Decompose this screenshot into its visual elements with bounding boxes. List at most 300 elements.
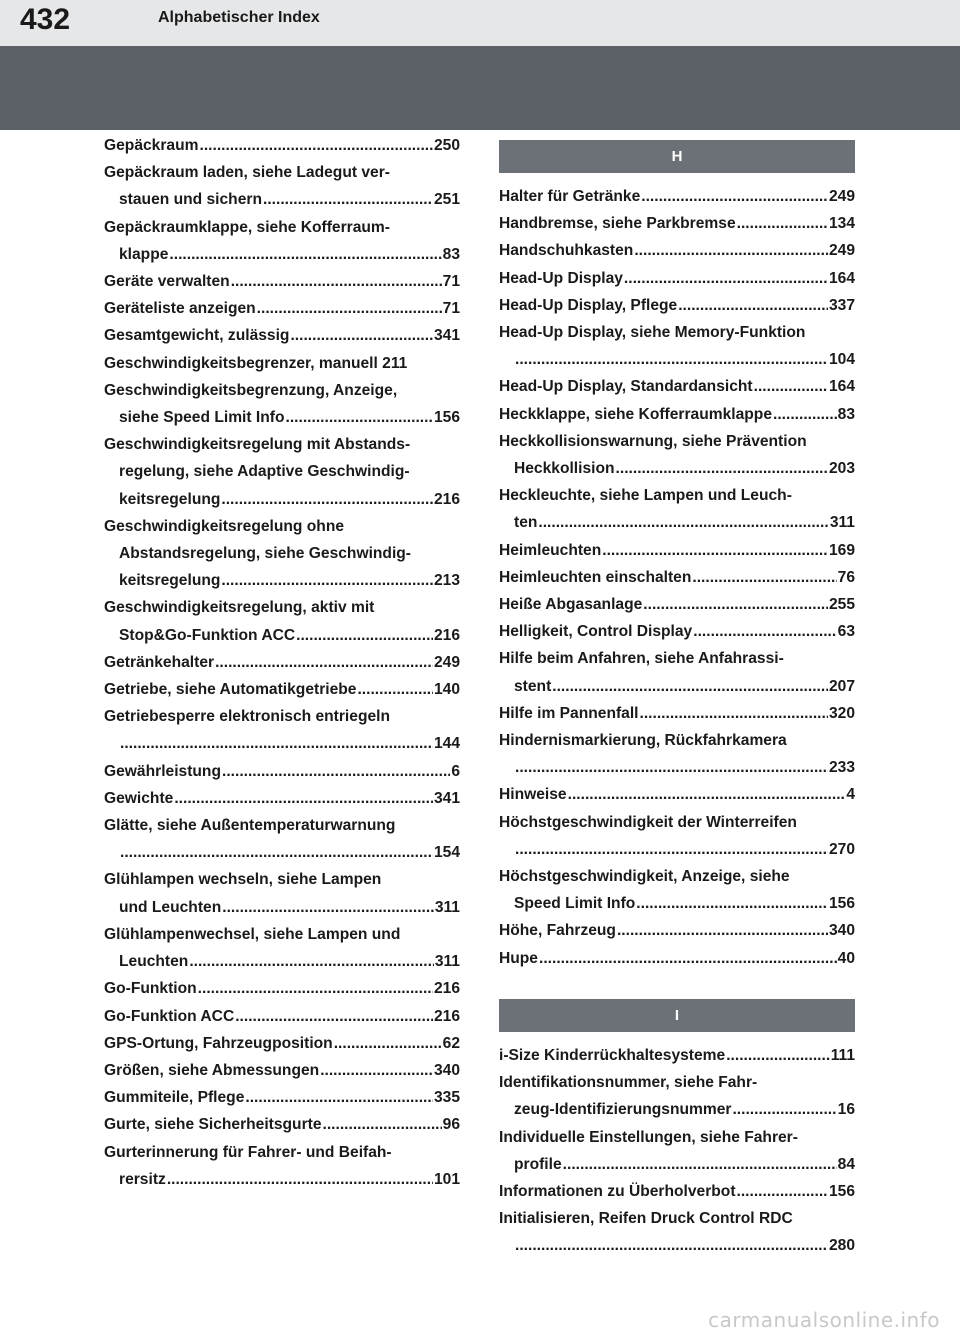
dot-leader — [290, 322, 433, 349]
index-entry — [499, 210, 855, 237]
entry-text: Glühlampenwechsel, siehe Lampen und — [104, 925, 401, 943]
index-entry — [104, 785, 460, 812]
entry-text: Getriebesperre elektronisch entriegeln — [104, 708, 390, 726]
entry-text: Heimleuchten einschalten — [499, 568, 692, 586]
entry-line — [104, 513, 460, 540]
entry-text: Heckklappe, siehe Kofferraumklappe — [499, 405, 772, 423]
index-entry — [499, 809, 855, 863]
dot-leader — [552, 673, 828, 700]
index-entry — [499, 700, 855, 727]
dot-leader — [221, 486, 433, 513]
page-ref: 251 — [433, 191, 460, 209]
dot-leader — [120, 730, 433, 757]
entry-text: Gepäckraum laden, siehe Ladegut ver- — [104, 164, 390, 182]
index-entry — [104, 214, 460, 268]
dot-leader — [754, 373, 828, 400]
entry-text: stent — [514, 677, 552, 695]
entry-line — [499, 727, 855, 754]
dot-leader — [515, 836, 828, 863]
page-ref: 249 — [433, 653, 460, 671]
entry-text: Geräteliste anzeigen — [104, 300, 256, 318]
dot-leader — [773, 401, 837, 428]
entry-text: Glühlampen wechseln, siehe Lampen — [104, 871, 382, 889]
dot-leader — [221, 567, 433, 594]
index-entry — [499, 564, 855, 591]
index-entry — [104, 431, 460, 513]
entry-line — [499, 1042, 855, 1069]
dot-leader — [515, 1232, 828, 1259]
entry-line — [499, 455, 855, 482]
entry-line — [499, 917, 855, 944]
entry-line — [499, 809, 855, 836]
dot-leader — [640, 700, 828, 727]
left-index-column — [104, 132, 460, 1193]
page-ref: 154 — [433, 844, 460, 862]
entry-line — [499, 591, 855, 618]
dot-leader — [245, 1084, 433, 1111]
entry-line — [104, 1030, 460, 1057]
index-entry — [104, 268, 460, 295]
page-ref: 83 — [837, 405, 855, 423]
entry-text: Hupe — [499, 949, 538, 967]
index-entry — [499, 537, 855, 564]
dot-leader — [732, 1096, 836, 1123]
entry-text: Gesamtgewicht, zulässig — [104, 327, 290, 345]
entry-line — [104, 866, 460, 893]
page-ref: 156 — [433, 409, 460, 427]
page-ref: 83 — [442, 245, 460, 263]
dot-leader — [636, 890, 828, 917]
index-entry — [104, 1111, 460, 1138]
page-ref: 216 — [433, 980, 460, 998]
entry-text: Höchstgeschwindigkeit der Winterreifen — [499, 813, 797, 831]
entry-text: Speed Limit Info — [514, 895, 636, 913]
entry-text: Heimleuchten — [499, 541, 602, 559]
page-ref: 16 — [837, 1101, 855, 1119]
entry-text: Geschwindigkeitsregelung, aktiv mit — [104, 599, 375, 617]
entry-line — [104, 1111, 460, 1138]
entry-text: Go-Funktion ACC — [104, 1007, 235, 1025]
entry-line — [499, 781, 855, 808]
entry-line — [104, 159, 460, 186]
page-ref: 96 — [442, 1116, 460, 1134]
index-entry — [104, 350, 460, 377]
page-ref: 311 — [434, 953, 460, 971]
entry-line — [104, 567, 460, 594]
index-entry — [104, 1139, 460, 1193]
index-entry — [499, 373, 855, 400]
index-entry — [499, 1205, 855, 1259]
page-number: 432 — [20, 3, 71, 36]
index-entry — [104, 594, 460, 648]
entry-text: Head-Up Display, Pflege — [499, 296, 678, 314]
entry-text: Gurte, siehe Sicherheitsgurte — [104, 1116, 322, 1134]
page-ref: 71 — [442, 300, 460, 318]
entry-text: Heckkollisionswarnung, siehe Prävention — [499, 432, 807, 450]
entry-text: keitsregelung — [119, 490, 221, 508]
entry-line — [104, 785, 460, 812]
page-ref: 164 — [828, 269, 855, 287]
entry-text: keitsregelung — [119, 572, 221, 590]
entry-text: Gurterinnerung für Fahrer- und Beifah- — [104, 1143, 392, 1161]
entry-text: Stop&Go-Funktion ACC — [119, 626, 296, 644]
entry-line — [104, 186, 460, 213]
index-entry — [499, 401, 855, 428]
dot-leader — [515, 754, 828, 781]
entry-text: Getriebe, siehe Automatikgetriebe — [104, 681, 357, 699]
entry-text: profile — [514, 1155, 562, 1173]
entry-text: Heckkollision — [514, 460, 615, 478]
entry-line — [499, 265, 855, 292]
entry-line — [104, 921, 460, 948]
entry-text: i-Size Kinderrückhaltesysteme — [499, 1046, 726, 1064]
entry-line — [104, 676, 460, 703]
entry-text: siehe Speed Limit Info — [119, 409, 285, 427]
page-ref: 249 — [828, 242, 855, 260]
page-ref: 255 — [828, 596, 855, 614]
dot-leader — [231, 268, 442, 295]
entry-text: Hindernismarkierung, Rückfahrkamera — [499, 732, 787, 750]
entry-line — [499, 183, 855, 210]
page-ref: 169 — [828, 541, 855, 559]
index-entry — [499, 1178, 855, 1205]
index-entry — [104, 132, 460, 159]
entry-text: Leuchten — [119, 953, 189, 971]
entry-text: und Leuchten — [119, 898, 222, 916]
entry-text: Head-Up Display — [499, 269, 623, 287]
index-entry — [499, 645, 855, 699]
index-entry — [104, 322, 460, 349]
dot-leader — [334, 1030, 442, 1057]
entry-text: Individuelle Einstellungen, siehe Fahrer- — [499, 1128, 798, 1146]
entry-text: Identifikationsnummer, siehe Fahr- — [499, 1074, 758, 1092]
entry-line — [499, 401, 855, 428]
index-entry — [499, 265, 855, 292]
entry-text: Geschwindigkeitsbegrenzung, Anzeige, — [104, 381, 398, 399]
entry-line — [104, 975, 460, 1002]
page-ref: 320 — [828, 704, 855, 722]
entry-text: Hilfe beim Anfahren, siehe Anfahrassi- — [499, 650, 784, 668]
index-entry — [104, 1057, 460, 1084]
entry-text: klappe — [119, 245, 169, 263]
dot-leader — [235, 1003, 433, 1030]
index-entry — [104, 1003, 460, 1030]
page-ref: 203 — [828, 460, 855, 478]
page-ref: 341 — [433, 789, 460, 807]
page-ref: 40 — [837, 949, 855, 967]
entry-line — [104, 1084, 460, 1111]
page-ref: 216 — [433, 626, 460, 644]
entry-line — [499, 319, 855, 346]
entry-line — [104, 214, 460, 241]
index-entry — [104, 1030, 460, 1057]
dot-leader — [737, 1178, 828, 1205]
entry-line — [104, 404, 460, 431]
entry-text: Geräte verwalten — [104, 273, 230, 291]
index-entry — [104, 703, 460, 757]
page-ref: 216 — [433, 1007, 460, 1025]
dot-leader — [320, 1057, 433, 1084]
entry-line — [499, 1124, 855, 1151]
entry-line — [104, 622, 460, 649]
entry-line — [104, 241, 460, 268]
dot-leader — [215, 649, 433, 676]
page-ref: 76 — [837, 568, 855, 586]
entry-line — [499, 1096, 855, 1123]
entry-text: Handbremse, siehe Parkbremse — [499, 215, 736, 233]
entry-line — [499, 509, 855, 536]
page-ref: 4 — [846, 786, 855, 804]
page-ref: 164 — [828, 378, 855, 396]
entry-text: Größen, siehe Abmessungen — [104, 1061, 320, 1079]
dot-leader — [538, 509, 828, 536]
dot-leader — [199, 132, 432, 159]
entry-line — [104, 268, 460, 295]
entry-text: Head-Up Display, siehe Memory-Funktion — [499, 324, 806, 342]
index-entry — [499, 917, 855, 944]
index-entry — [499, 618, 855, 645]
entry-text: Höhe, Fahrzeug — [499, 922, 616, 940]
page-ref: 233 — [828, 759, 855, 777]
page-ref: 111 — [830, 1046, 855, 1064]
index-entry — [499, 183, 855, 210]
index-entry — [499, 1042, 855, 1069]
entry-line — [499, 836, 855, 863]
header-band — [0, 46, 960, 130]
entry-line — [104, 132, 460, 159]
entry-line — [499, 1069, 855, 1096]
index-entry — [104, 1084, 460, 1111]
entry-text: Hinweise — [499, 786, 567, 804]
entry-text: Helligkeit, Control Display — [499, 623, 693, 641]
entry-text: Hilfe im Pannenfall — [499, 704, 639, 722]
page-ref: 156 — [828, 895, 855, 913]
dot-leader — [726, 1042, 830, 1069]
entry-line — [104, 486, 460, 513]
page-ref: 101 — [433, 1170, 460, 1188]
watermark: carmanualsonline.info — [708, 1308, 940, 1332]
index-entry — [499, 428, 855, 482]
entry-text: Informationen zu Überholverbot — [499, 1182, 736, 1200]
entry-text: Handschuhkasten — [499, 242, 634, 260]
dot-leader — [617, 917, 828, 944]
entry-line — [104, 1139, 460, 1166]
entry-line — [499, 292, 855, 319]
entry-line — [499, 700, 855, 727]
index-entry — [499, 1124, 855, 1178]
page-ref: 270 — [828, 840, 855, 858]
entry-line — [104, 458, 460, 485]
dot-leader — [169, 241, 441, 268]
entry-text: zeug-Identifizierungsnummer — [514, 1101, 732, 1119]
index-entry — [104, 921, 460, 975]
entry-line — [104, 594, 460, 621]
entry-text: ten — [514, 514, 538, 532]
dot-leader — [120, 839, 433, 866]
dot-leader — [167, 1166, 433, 1193]
page-ref: 104 — [828, 351, 855, 369]
entry-line — [104, 1057, 460, 1084]
entry-line — [499, 863, 855, 890]
entry-line — [104, 812, 460, 839]
index-entry — [499, 292, 855, 319]
entry-line — [104, 894, 460, 921]
dot-leader — [222, 758, 450, 785]
entry-line — [499, 1205, 855, 1232]
entry-line — [499, 537, 855, 564]
entry-line — [499, 673, 855, 700]
entry-text: Geschwindigkeitsregelung ohne — [104, 517, 345, 535]
entry-line — [104, 758, 460, 785]
dot-leader — [616, 455, 828, 482]
entry-line — [499, 346, 855, 373]
dot-leader — [357, 676, 433, 703]
dot-leader — [189, 948, 434, 975]
page-ref: 249 — [828, 188, 855, 205]
dot-leader — [174, 785, 433, 812]
index-entry — [104, 812, 460, 866]
entry-text: stauen und sichern — [119, 191, 262, 209]
page-ref: 250 — [433, 137, 460, 154]
page-ref: 216 — [433, 490, 460, 508]
index-entry — [104, 676, 460, 703]
dot-leader — [634, 237, 828, 264]
section-header-h: H — [499, 140, 855, 173]
entry-line — [499, 237, 855, 264]
index-entry — [499, 945, 855, 972]
index-entry — [499, 727, 855, 781]
dot-leader — [693, 618, 836, 645]
dot-leader — [296, 622, 433, 649]
index-entry — [104, 866, 460, 920]
entry-text: Gewichte — [104, 789, 174, 807]
page-ref: 6 — [451, 762, 460, 780]
dot-leader — [198, 975, 433, 1002]
entry-line — [104, 540, 460, 567]
page-ref: 144 — [433, 735, 460, 753]
index-entry — [499, 237, 855, 264]
page-ref: 62 — [442, 1034, 460, 1052]
entry-text: Heckleuchte, siehe Lampen und Leuch- — [499, 487, 792, 505]
entry-text: Go-Funktion — [104, 980, 197, 998]
entry-text: regelung, siehe Adaptive Geschwindig- — [119, 463, 410, 481]
index-entry — [499, 781, 855, 808]
entry-text: rersitz — [119, 1170, 166, 1188]
page-ref: 84 — [837, 1155, 855, 1173]
entry-text: Geschwindigkeitsbegrenzer, manuell 211 — [104, 354, 408, 372]
entry-text: GPS-Ortung, Fahrzeugposition — [104, 1034, 333, 1052]
index-entry — [104, 513, 460, 595]
entry-line — [499, 645, 855, 672]
index-entry — [499, 591, 855, 618]
entry-line — [104, 431, 460, 458]
dot-leader — [286, 404, 433, 431]
dot-leader — [568, 781, 846, 808]
entry-line — [104, 1003, 460, 1030]
entry-line — [104, 948, 460, 975]
page-title: Alphabetischer Index — [158, 9, 320, 26]
entry-line — [499, 1178, 855, 1205]
entry-line — [499, 618, 855, 645]
entry-text: Höchstgeschwindigkeit, Anzeige, siehe — [499, 868, 790, 886]
index-entry — [499, 863, 855, 917]
dot-leader — [323, 1111, 442, 1138]
index-entry — [104, 295, 460, 322]
index-entry — [104, 649, 460, 676]
index-entry — [104, 975, 460, 1002]
index-entry — [104, 758, 460, 785]
entry-line — [499, 945, 855, 972]
index-entry — [104, 377, 460, 431]
dot-leader — [692, 564, 836, 591]
dot-leader — [539, 945, 837, 972]
entry-text: Abstandsregelung, siehe Geschwindig- — [119, 545, 412, 563]
dot-leader — [263, 186, 433, 213]
entry-text: Initialisieren, Reifen Druck Control RDC — [499, 1210, 793, 1228]
entry-text: Gepäckraum — [104, 137, 199, 154]
entry-text: Gewährleistung — [104, 762, 221, 780]
index-entry — [499, 319, 855, 373]
entry-line — [104, 295, 460, 322]
page-ref: 63 — [837, 623, 855, 641]
entry-text: Geschwindigkeitsregelung mit Abstands- — [104, 436, 411, 454]
page-ref: 311 — [434, 898, 460, 916]
page-ref: 311 — [829, 514, 855, 532]
header-bar — [0, 0, 960, 46]
page-ref: 341 — [433, 327, 460, 345]
page-ref: 213 — [433, 572, 460, 590]
entry-text: Halter für Getränke — [499, 188, 641, 205]
entry-text: Heiße Abgasanlage — [499, 596, 643, 614]
dot-leader — [624, 265, 828, 292]
entry-line — [499, 890, 855, 917]
section-header-i: I — [499, 999, 855, 1032]
dot-leader — [737, 210, 828, 237]
page-ref: 134 — [828, 215, 855, 233]
dot-leader — [602, 537, 828, 564]
entry-text: Glätte, siehe Außentemperaturwarnung — [104, 817, 396, 835]
page-ref: 335 — [433, 1089, 460, 1107]
entry-line — [499, 482, 855, 509]
page-ref: 340 — [433, 1061, 460, 1079]
entry-line — [499, 1232, 855, 1259]
index-entry — [499, 482, 855, 536]
entry-line — [499, 428, 855, 455]
entry-line — [104, 322, 460, 349]
dot-leader — [257, 295, 442, 322]
entry-line — [499, 564, 855, 591]
entry-line — [104, 839, 460, 866]
dot-leader — [641, 183, 828, 210]
dot-leader — [515, 346, 828, 373]
index-entry — [499, 1069, 855, 1123]
entry-line — [104, 377, 460, 404]
right-index-column — [499, 132, 855, 1260]
entry-line — [104, 350, 460, 377]
page-ref: 140 — [433, 681, 460, 699]
page-ref: 207 — [828, 677, 855, 695]
entry-text: Gepäckraumklappe, siehe Kofferraum- — [104, 218, 390, 236]
entry-text: Getränkehalter — [104, 653, 215, 671]
entry-text: Gummiteile, Pflege — [104, 1089, 245, 1107]
page-ref: 280 — [828, 1237, 855, 1255]
entry-text: Head-Up Display, Standardansicht — [499, 378, 753, 396]
entry-line — [499, 210, 855, 237]
entry-line — [104, 649, 460, 676]
entry-line — [104, 703, 460, 730]
page-ref: 156 — [828, 1182, 855, 1200]
page-ref: 340 — [828, 922, 855, 940]
